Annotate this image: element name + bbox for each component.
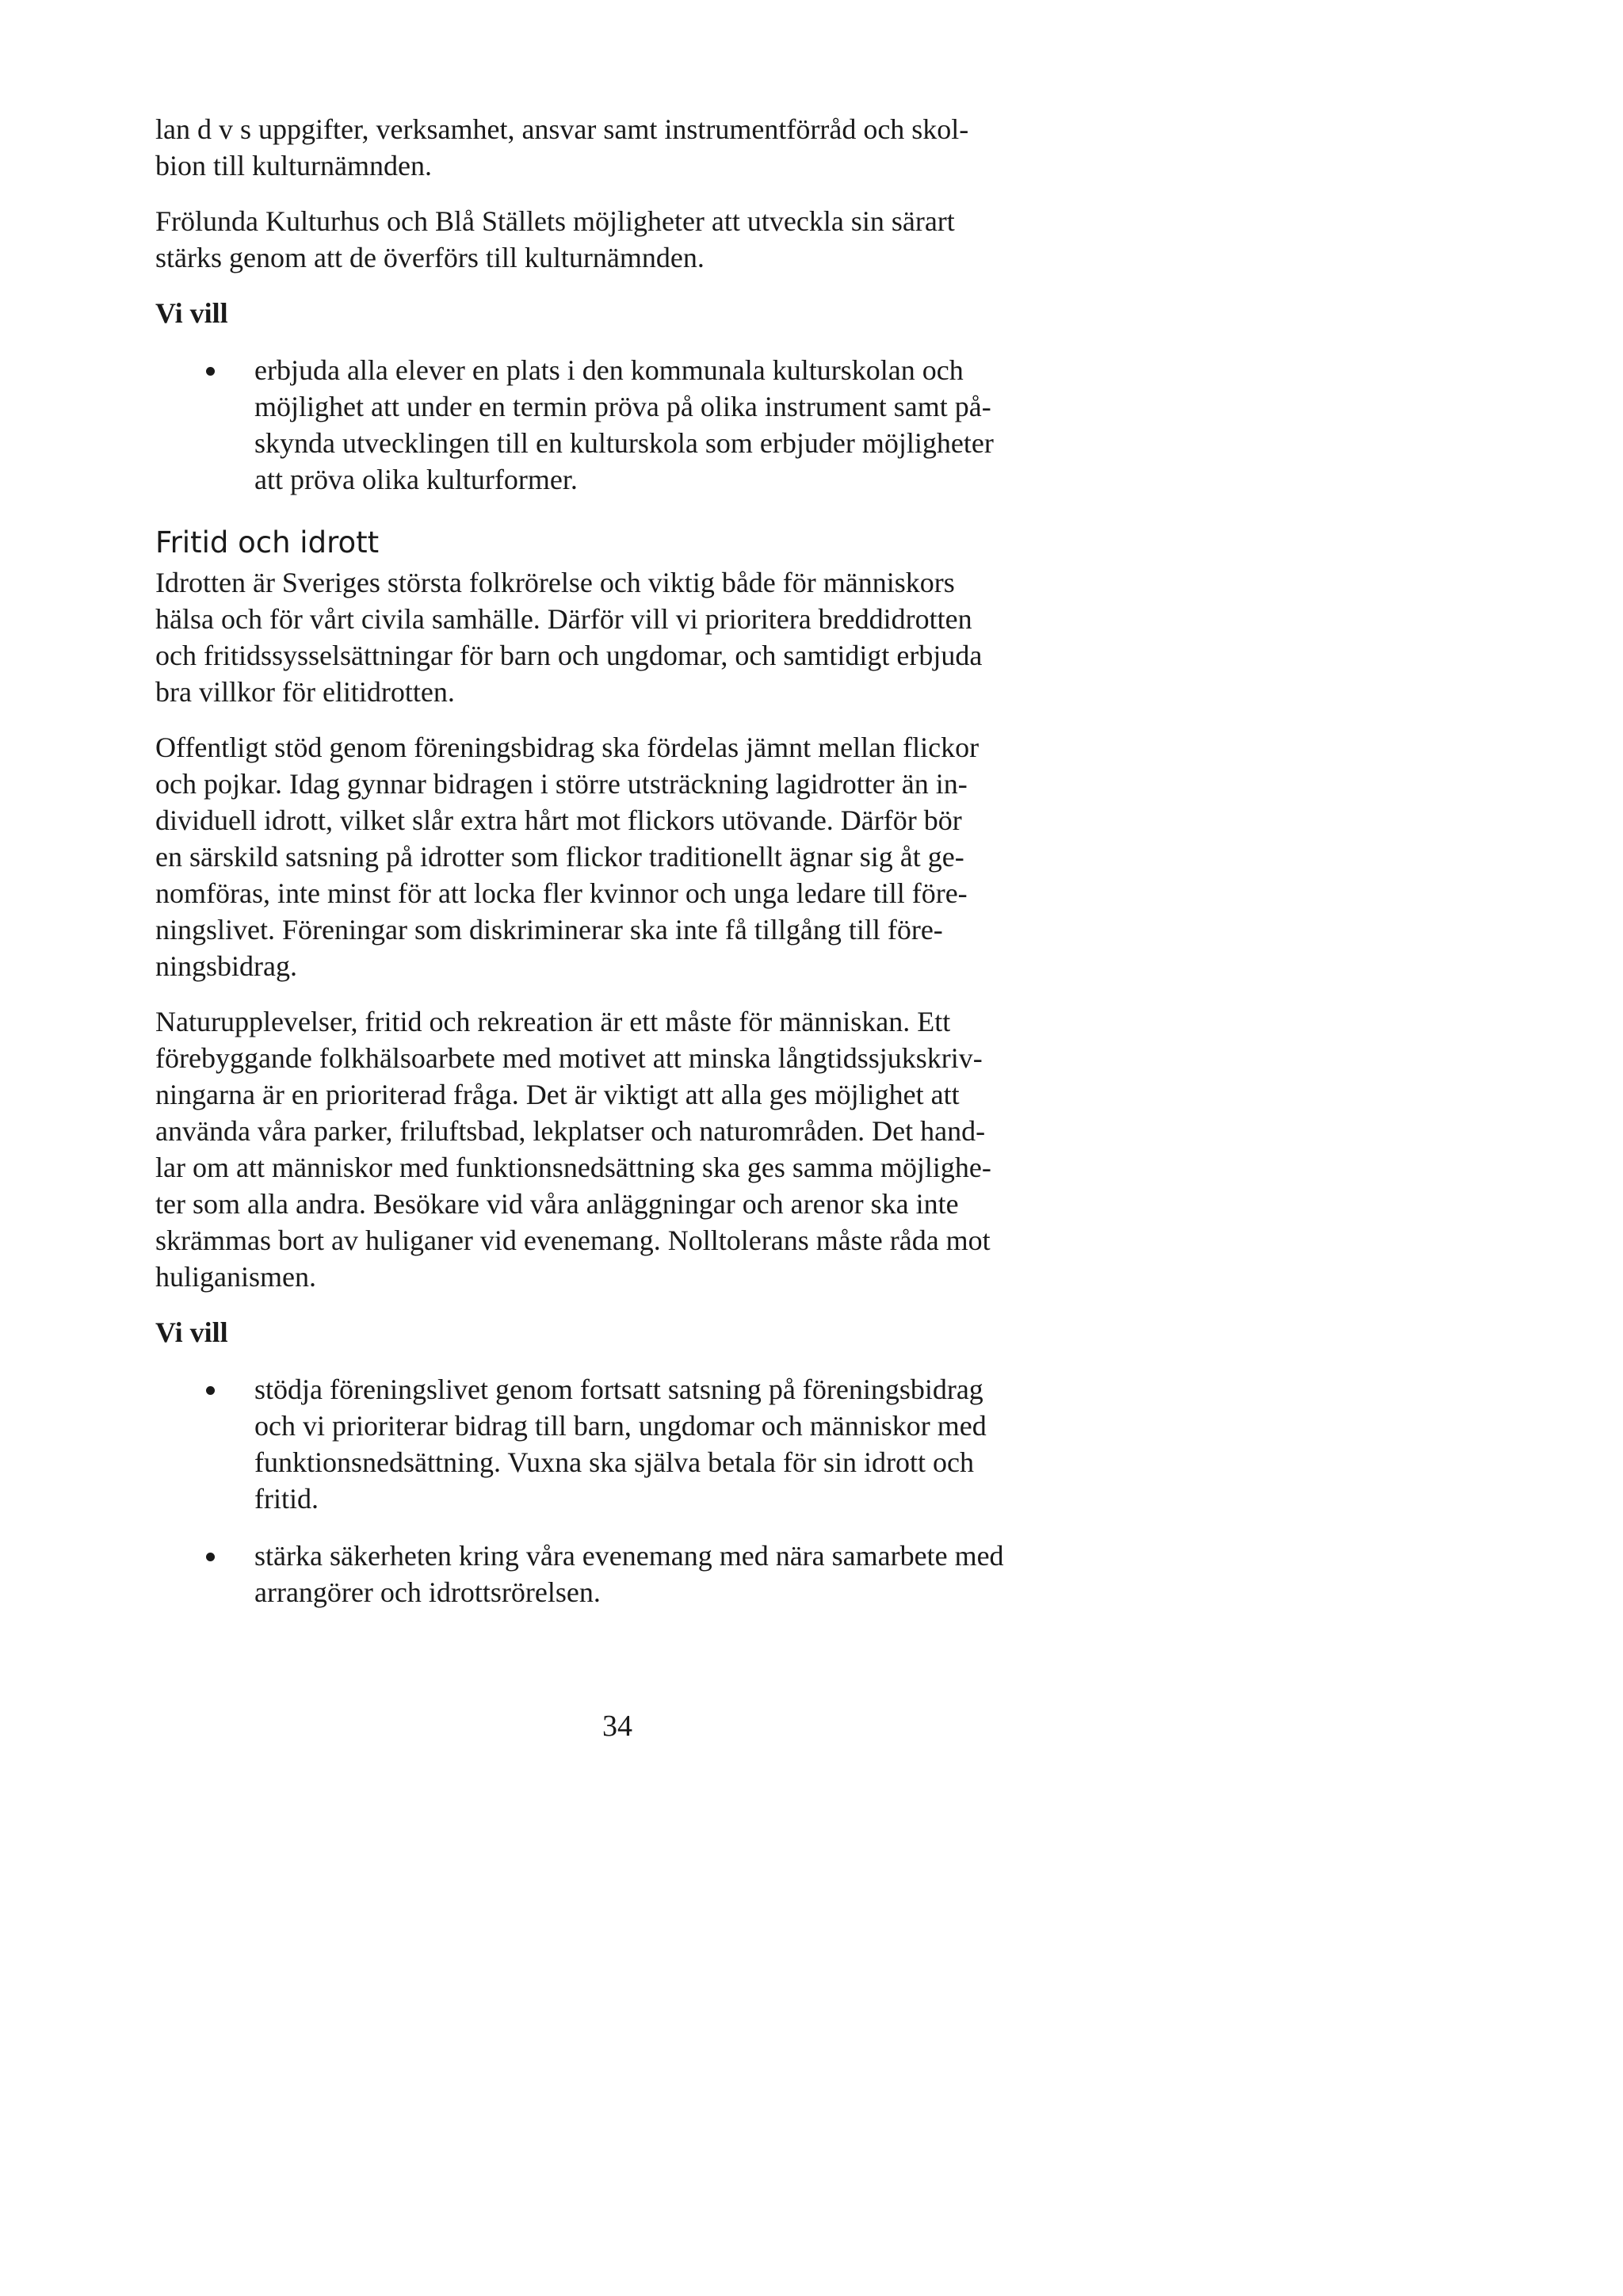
body-paragraph: Offentligt stöd genom föreningsbidrag ska fördelas jämnt mellan flickor och pojkar. Idag gynnar bidragen i större utsträckning lagidrotter än in- dividuell idrott, vilket slår extra hårt mot flickors utövande. Därför bör en särskild satsning på idrotter som flickor traditionellt ägnar sig åt ge- nomföras, inte minst för att locka fler kvinnor och unga ledare till före- ningslivet. Föreningar som diskriminerar ska inte få tillgång till före- ningsbidrag.: [155, 732, 980, 982]
body-paragraph: Idrotten är Sveriges största folkrörelse och viktig både för människors hälsa och för vårt civila samhälle. Därför vill vi prioritera breddidrotten och fritidssysselsättningar för barn och ungdomar, och samtidigt erbjuda bra villkor för elitidrotten.: [155, 567, 983, 708]
list-item-text: erbjuda alla elever en plats i den kommunala kulturskolan och möjlighet att under en termin pröva på olika instrument samt på- skynda utvecklingen till en kulturskola som erbjuder möjligheter att pröva olika kulturformer.: [254, 354, 994, 495]
vi-vill-heading: Vi vill: [155, 1316, 228, 1348]
intro-paragraph: Frölunda Kulturhus och Blå Ställets möjligheter att utveckla sin särart stärks genom att de överförs till kulturnämnden.: [155, 205, 955, 273]
document-page: [155, 111, 1098, 1631]
bullet-icon: [206, 1386, 215, 1395]
bullet-icon: [206, 1553, 215, 1561]
page-number: 34: [602, 1710, 632, 1743]
list-item: [155, 352, 1098, 498]
body-paragraph: Naturupplevelser, fritid och rekreation är ett måste för människan. Ett förebyggande folkhälsoarbete med motivet att minska långtidssjukskriv- ningarna är en prioriterad fråga. Det är viktigt att alla ges möjlighet att använda våra parker, friluftsbad, lekplatser och naturområden. Det hand- lar om att människor med funktionsnedsättning ska ges samma möjlighe- ter som alla andra. Besökare vid våra anläggningar och arenor ska inte skrämmas bort av huliganer vid evenemang. Nolltolerans måste råda mot huliganismen.: [155, 1006, 991, 1293]
list-item-text: stärka säkerheten kring våra evenemang med nära samarbete med arrangörer och idrottsrörelsen.: [254, 1540, 1004, 1608]
list-item: [155, 1538, 1098, 1610]
list-item: [155, 1371, 1098, 1517]
intro-paragraph: lan d v s uppgifter, verksamhet, ansvar samt instrumentförråd och skol- bion till kulturnämnden.: [155, 113, 969, 181]
bullet-list-culture: [155, 352, 1098, 498]
bullet-icon: [206, 367, 215, 376]
section-heading: Fritid och idrott: [155, 525, 380, 560]
list-item-text: stödja föreningslivet genom fortsatt satsning på föreningsbidrag och vi prioriterar bidrag till barn, ungdomar och människor med funktionsnedsättning. Vuxna ska själva betala för sin idrott och fritid.: [254, 1373, 987, 1515]
vi-vill-heading: Vi vill: [155, 297, 228, 329]
bullet-list-sport: [155, 1371, 1098, 1610]
